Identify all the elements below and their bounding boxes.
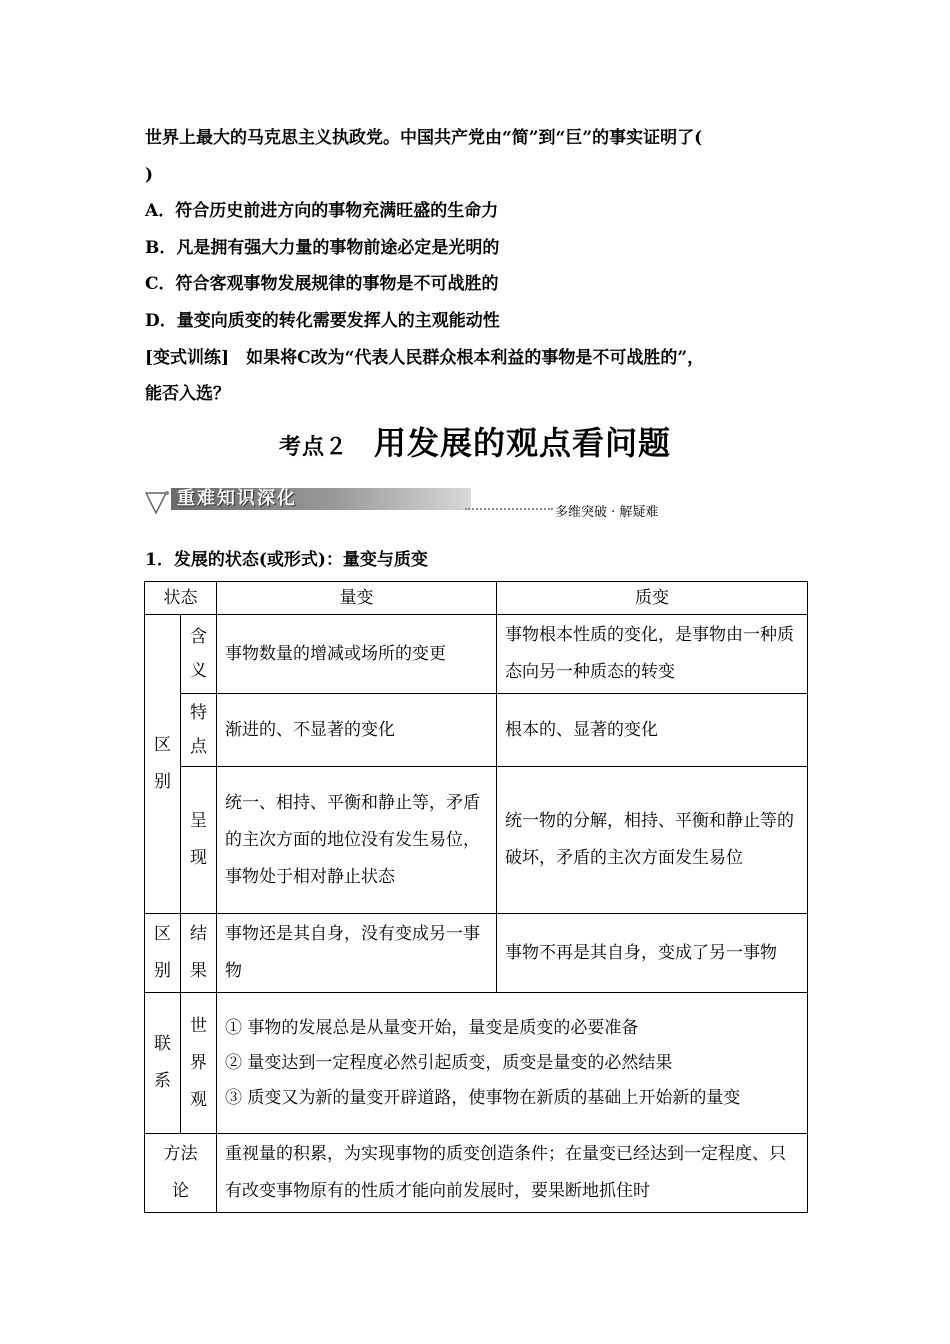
knowledge-banner <box>145 484 659 524</box>
table-row <box>145 582 808 615</box>
question-stem-line-1: 世界上最大的马克思主义执政党。中国共产党由“简”到“巨”的事实证明了( <box>145 128 703 148</box>
section-title: 用发展的观点看问题 <box>374 424 672 462</box>
appearance-quantitative: 统一、相持、平衡和静止等，矛盾的主次方面的地位没有发生易位，事物处于相对静止状态 <box>217 767 497 914</box>
feature-qualitative: 根本的、显著的变化 <box>497 694 808 767</box>
section-heading <box>0 418 950 464</box>
connection-content <box>217 993 808 1134</box>
appearance-qualitative: 统一物的分解，相持、平衡和静止等的破坏，矛盾的主次方面发生易位 <box>497 767 808 914</box>
distinction-label-2: 区别 <box>145 914 181 993</box>
option-c: C．符合客观事物发展规律的事物是不可战胜的 <box>145 274 499 294</box>
connection-item-1: ① 事物的发展总是从量变开始，量变是质变的必要准备 <box>225 1017 639 1038</box>
table-row <box>145 615 808 694</box>
banner-dotted-line <box>465 508 553 510</box>
table-row <box>145 914 808 993</box>
question-stem-line-2: ) <box>145 165 154 185</box>
methodology-content: 重视量的积累，为实现事物的质变创造条件；在量变已经达到一定程度、只有改变事物原有的性质才能向前发展时，要果断地抓住时 <box>217 1134 808 1213</box>
option-d: D．量变向质变的转化需要发挥人的主观能动性 <box>145 311 500 331</box>
banner-triangle-icon <box>145 490 173 516</box>
subheading: 1．发展的状态(或形式)：量变与质变 <box>145 550 428 570</box>
appearance-label: 呈现 <box>181 767 217 914</box>
banner-title: 重难知识深化 <box>177 488 297 509</box>
connection-item-3: ③ 质变又为新的量变开辟道路，使事物在新质的基础上开始新的量变 <box>225 1087 741 1108</box>
methodology-label: 方法论 <box>145 1134 217 1213</box>
table-row <box>145 1134 808 1213</box>
meaning-quantitative: 事物数量的增减或场所的变更 <box>217 615 497 694</box>
connection-item-2: ② 量变达到一定程度必然引起质变，质变是量变的必然结果 <box>225 1052 673 1073</box>
option-b: B．凡是拥有强大力量的事物前途必定是光明的 <box>145 238 500 258</box>
header-quantitative-change: 量变 <box>217 582 497 615</box>
comparison-table <box>144 581 808 1213</box>
table-row <box>145 767 808 914</box>
result-label: 结果 <box>181 914 217 993</box>
distinction-label: 区别 <box>145 615 181 914</box>
feature-label: 特点 <box>181 694 217 767</box>
table-row <box>145 993 808 1134</box>
connection-label: 联系 <box>145 993 181 1134</box>
meaning-label: 含义 <box>181 615 217 694</box>
header-qualitative-change: 质变 <box>497 582 808 615</box>
header-state: 状态 <box>145 582 217 615</box>
variant-training-line-1: [变式训练] 如果将C改为“代表人民群众根本利益的事物是不可战胜的”， <box>145 348 705 368</box>
meaning-qualitative: 事物根本性质的变化，是事物由一种质态向另一种质态的转变 <box>497 615 808 694</box>
section-number: 考点２ <box>278 434 348 460</box>
banner-subtitle: 多维突破 · 解疑难 <box>555 505 659 520</box>
table-row <box>145 694 808 767</box>
option-a: A．符合历史前进方向的事物充满旺盛的生命力 <box>145 201 499 221</box>
variant-training-line-2: 能否入选？ <box>145 384 230 404</box>
worldview-label: 世界观 <box>181 993 217 1134</box>
result-quantitative: 事物还是其自身，没有变成另一事物 <box>217 914 497 993</box>
result-qualitative: 事物不再是其自身，变成了另一事物 <box>497 914 808 993</box>
feature-quantitative: 渐进的、不显著的变化 <box>217 694 497 767</box>
